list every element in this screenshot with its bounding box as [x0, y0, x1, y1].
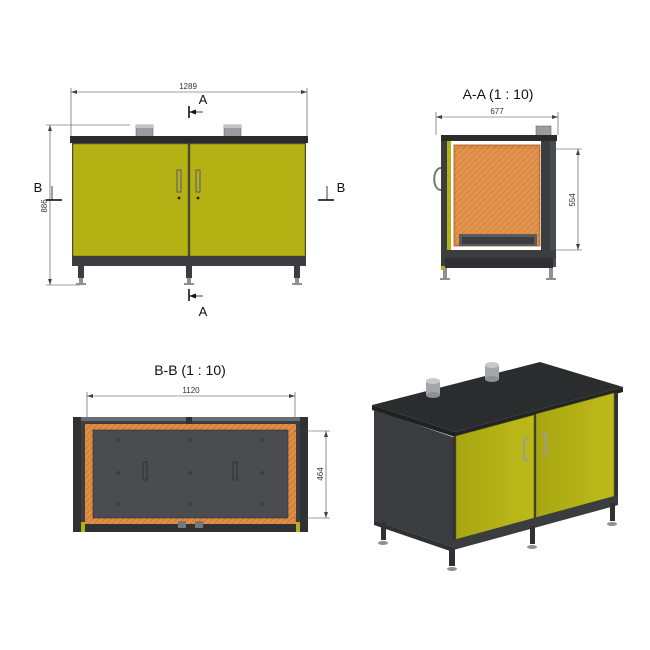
door-edge-aa — [447, 141, 451, 251]
width-dim-label: 1289 — [179, 82, 197, 91]
iso-chimney-right — [485, 362, 499, 382]
cut-label-b-right: B — [336, 180, 346, 195]
chimney-aa — [536, 126, 551, 136]
lock-right — [197, 197, 200, 200]
handle-aa — [434, 168, 441, 190]
section-bb-view — [73, 362, 330, 532]
cut-label-a-bottom: A — [198, 304, 208, 319]
cut-label-b-left: B — [33, 180, 43, 195]
chimney-right — [224, 125, 241, 137]
lock-left — [178, 197, 181, 200]
leveling-feet — [76, 278, 302, 285]
worktop — [70, 136, 308, 143]
front-view — [34, 82, 346, 319]
door-left — [73, 144, 188, 256]
door-right — [190, 144, 305, 256]
height-dim-label: 886 — [40, 199, 49, 213]
iso-chimney-left — [426, 378, 440, 398]
cut-label-a-top: A — [198, 92, 208, 107]
bb-width-dim-label: 1120 — [182, 386, 200, 395]
base-frame — [72, 256, 306, 266]
bb-height-dim-label: 464 — [316, 467, 325, 481]
aa-width-dim-label: 677 — [490, 107, 504, 116]
isometric-view — [372, 362, 623, 571]
aa-height-dim-label: 554 — [568, 193, 577, 207]
chimney-left — [136, 125, 153, 137]
section-aa-view — [434, 86, 582, 280]
section-aa-title: A-A (1 : 10) — [462, 86, 534, 102]
section-bb-title: B-B (1 : 10) — [154, 362, 226, 378]
